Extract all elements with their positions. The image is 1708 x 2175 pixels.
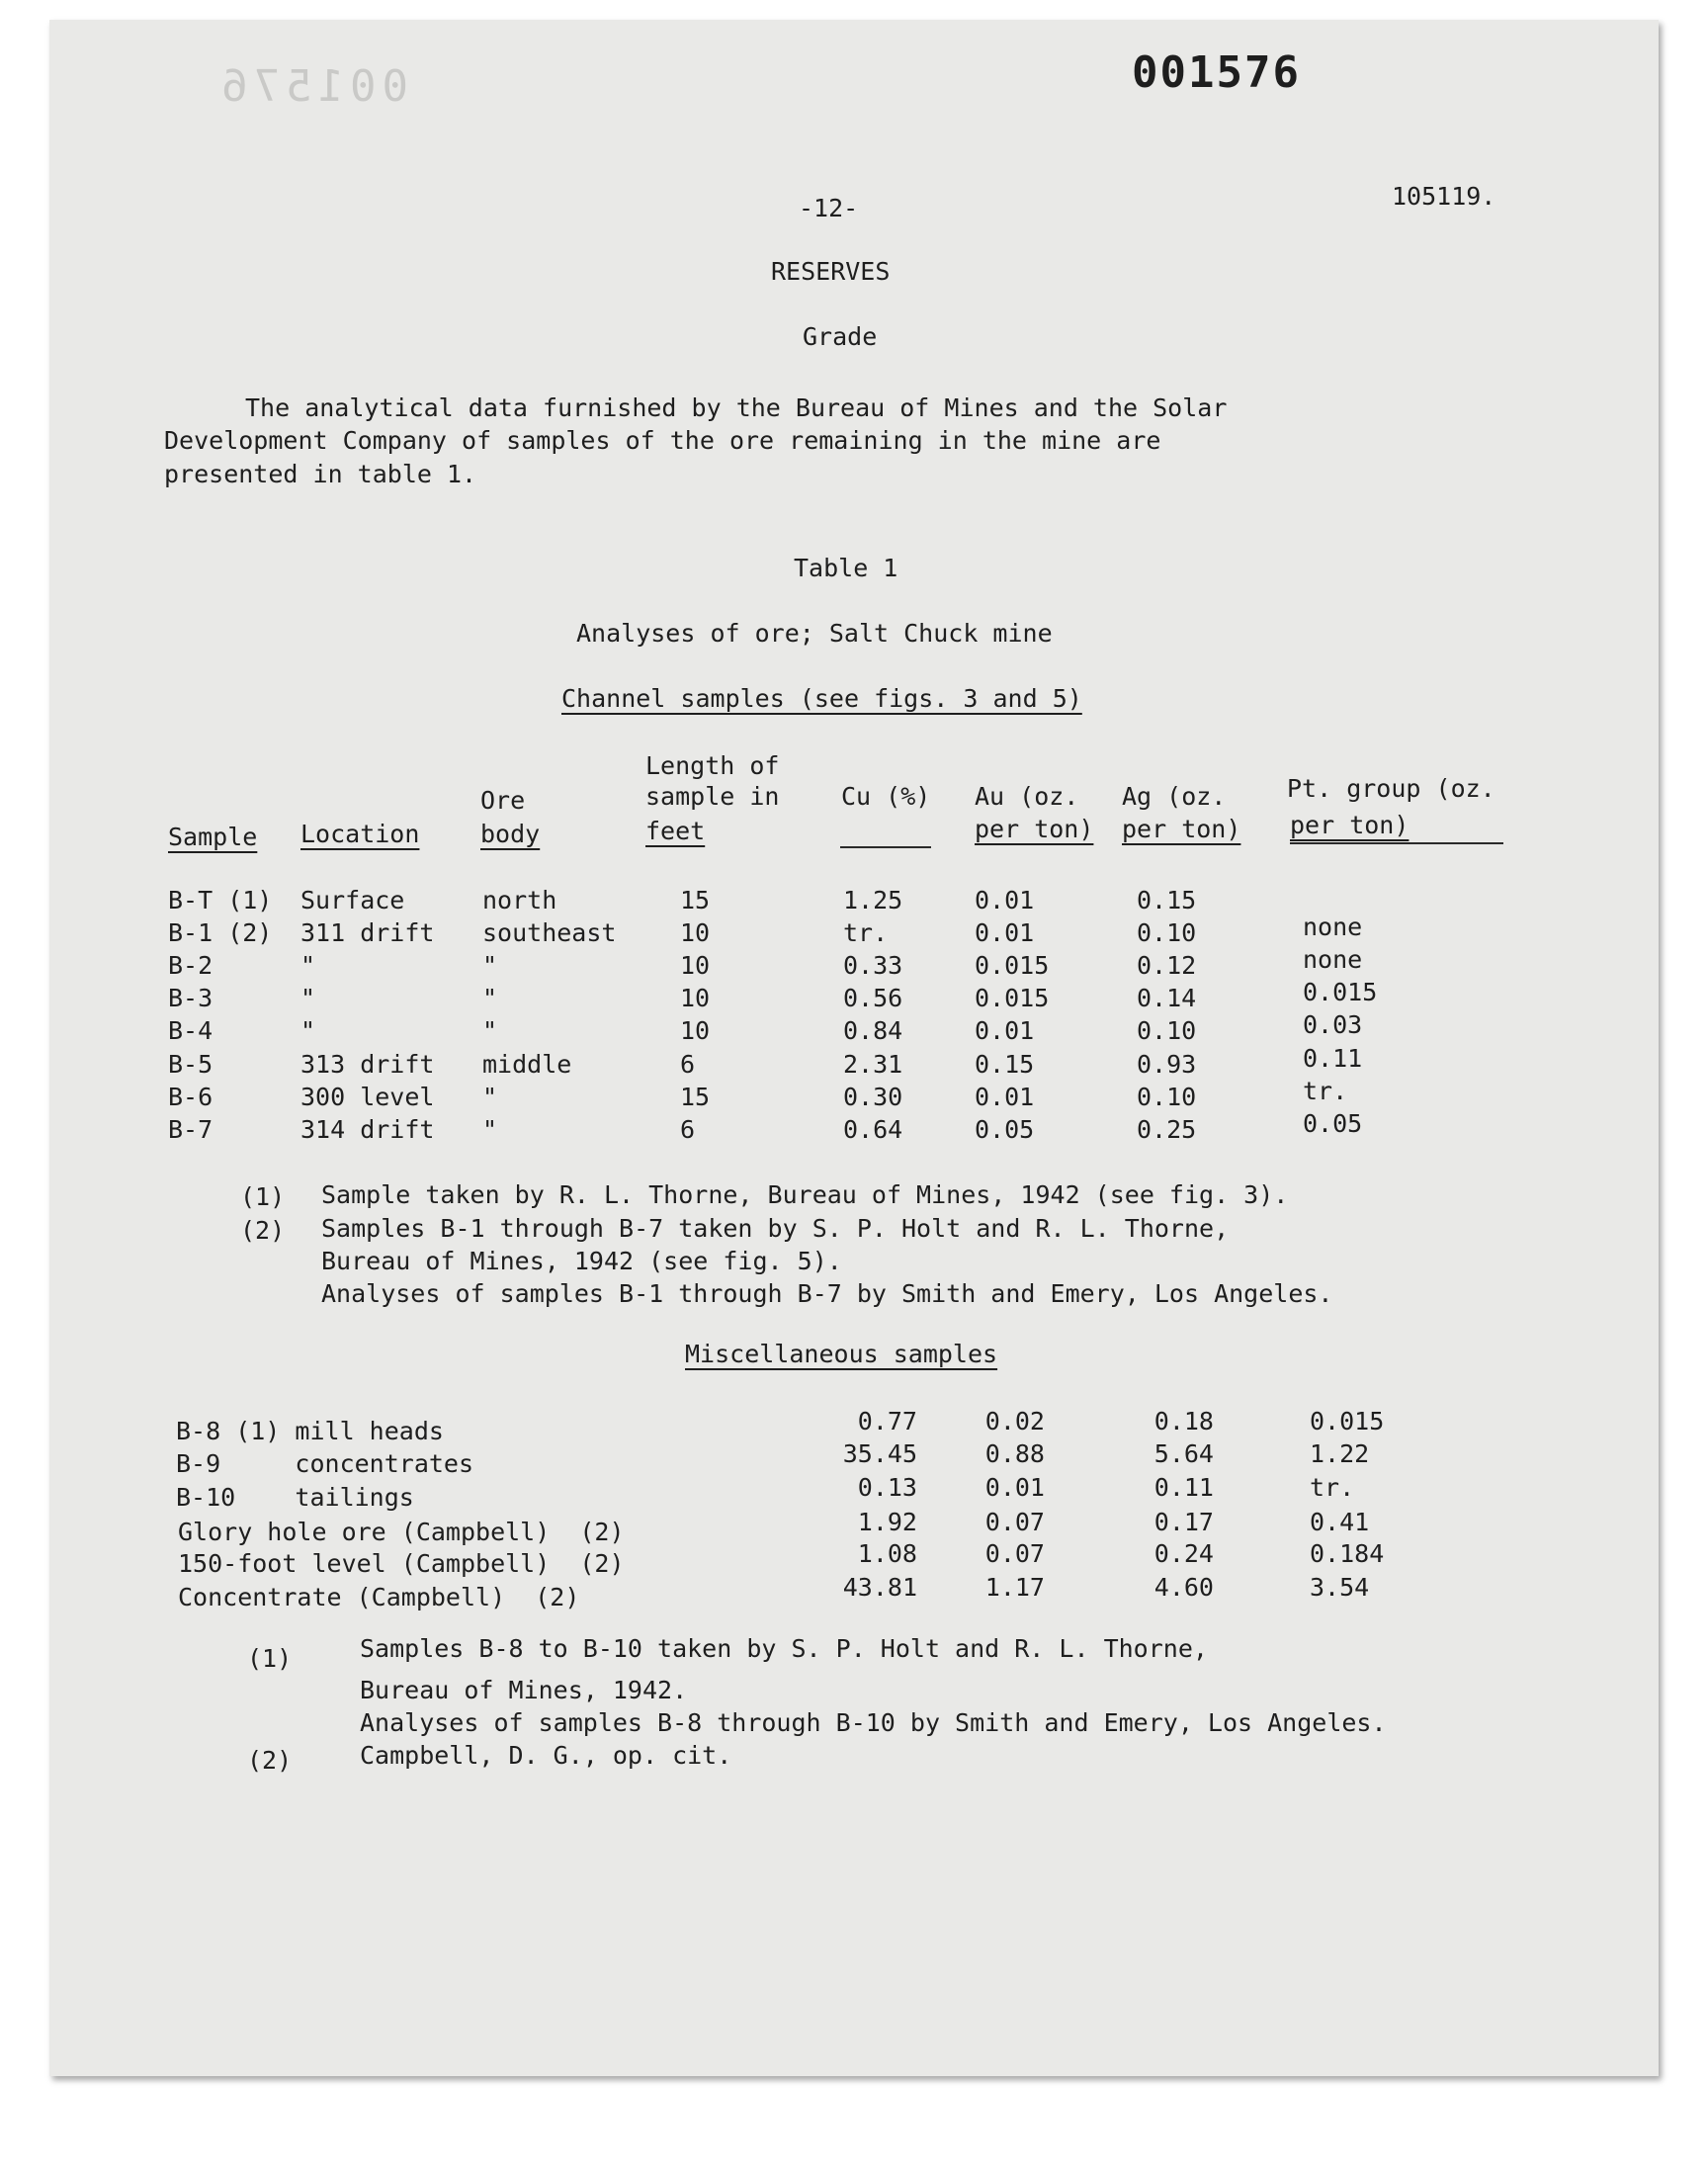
cu-cell: 43.81 (842, 1573, 917, 1602)
ag-cell: 0.93 (1137, 1050, 1197, 1079)
col-length-line1: Length of (645, 751, 780, 780)
ag-cell: 0.14 (1137, 984, 1197, 1012)
misc-note-2-text: Campbell, D. G., op. cit. (360, 1741, 732, 1770)
cu-cell: 1.08 (857, 1539, 917, 1568)
au-cell: 0.01 (975, 918, 1035, 947)
length-cell: 15 (680, 1083, 711, 1111)
pt-cell: 1.22 (1310, 1439, 1370, 1468)
au-cell: 0.01 (975, 886, 1035, 914)
location-cell: " (300, 951, 316, 980)
length-cell: 10 (680, 951, 711, 980)
pt-header-underline (1290, 842, 1503, 844)
length-cell: 15 (680, 886, 711, 914)
location-cell: 300 level (300, 1083, 435, 1111)
sample-cell: B-2 (168, 951, 214, 980)
pt-cell: tr. (1303, 1077, 1348, 1105)
ag-cell: 0.18 (1153, 1407, 1214, 1436)
length-cell: 6 (680, 1050, 696, 1079)
au-cell: 0.01 (984, 1473, 1045, 1502)
cu-cell: 35.45 (842, 1439, 917, 1468)
ag-cell: 0.15 (1137, 886, 1197, 914)
misc-label-cell: 150-foot level (Campbell) (2) (178, 1549, 625, 1578)
length-cell: 10 (680, 918, 711, 947)
misc-note-1-text-3: Analyses of samples B-8 through B-10 by Smith and Emery, Los Angeles. (360, 1708, 1387, 1737)
ore-body-cell: " (482, 1115, 498, 1144)
channel-note-2-marker: (2) (240, 1216, 286, 1245)
channel-note-2-text-2: Bureau of Mines, 1942 (see fig. 5). (321, 1247, 842, 1275)
ag-cell: 0.10 (1137, 1083, 1197, 1111)
location-cell: 313 drift (300, 1050, 435, 1079)
location-cell: " (300, 1016, 316, 1045)
sample-cell: B-6 (168, 1083, 214, 1111)
sample-cell: B-5 (168, 1050, 214, 1079)
col-au-line2: per ton) (975, 815, 1094, 843)
au-cell: 0.02 (984, 1407, 1045, 1436)
pt-cell: none (1303, 913, 1363, 941)
au-cell: 0.015 (975, 984, 1050, 1012)
channel-note-1-text: Sample taken by R. L. Thorne, Bureau of Mines, 1942 (see fig. 3). (321, 1180, 1289, 1209)
au-cell: 0.07 (984, 1508, 1045, 1536)
pt-cell: none (1303, 945, 1363, 974)
cu-cell: 1.92 (857, 1508, 917, 1536)
au-cell: 0.15 (975, 1050, 1035, 1079)
col-ag-line1: Ag (oz. (1122, 782, 1227, 811)
pt-cell: 0.41 (1310, 1508, 1370, 1536)
ag-cell: 0.11 (1153, 1473, 1214, 1502)
ag-cell: 0.10 (1137, 918, 1197, 947)
length-cell: 6 (680, 1115, 696, 1144)
col-au-line1: Au (oz. (975, 782, 1079, 811)
channel-note-2-text-3: Analyses of samples B-1 through B-7 by Smith and Emery, Los Angeles. (321, 1279, 1333, 1308)
ag-cell: 0.12 (1137, 951, 1197, 980)
ag-cell: 0.10 (1137, 1016, 1197, 1045)
au-cell: 0.05 (975, 1115, 1035, 1144)
cu-cell: 0.33 (843, 951, 903, 980)
cu-cell: 0.64 (843, 1115, 903, 1144)
cu-header-underline (840, 846, 931, 848)
ore-body-cell: north (482, 886, 557, 914)
location-cell: Surface (300, 886, 405, 914)
misc-samples-heading: Miscellaneous samples (685, 1340, 998, 1368)
col-ag-line2: per ton) (1122, 815, 1241, 843)
pt-cell: 0.11 (1303, 1044, 1363, 1073)
misc-label-cell: B-8 (1) mill heads (176, 1417, 444, 1445)
channel-note-2-text-1: Samples B-1 through B-7 taken by S. P. Holt and R. L. Thorne, (321, 1214, 1230, 1243)
cu-cell: 0.84 (843, 1016, 903, 1045)
intro-line-3: presented in table 1. (164, 460, 477, 488)
sample-cell: B-4 (168, 1016, 214, 1045)
cu-cell: 0.56 (843, 984, 903, 1012)
misc-note-1-text-1: Samples B-8 to B-10 taken by S. P. Holt and R. L. Thorne, (360, 1634, 1208, 1663)
table-subtitle: Analyses of ore; Salt Chuck mine (576, 619, 1053, 648)
channel-note-1-marker: (1) (240, 1182, 286, 1211)
cu-cell: 1.25 (843, 886, 903, 914)
sample-cell: B-1 (2) (168, 918, 273, 947)
misc-note-2-marker: (2) (247, 1746, 293, 1775)
col-length-line3: feet (645, 817, 706, 845)
sample-cell: B-3 (168, 984, 214, 1012)
stamp-number: 001576 (1132, 47, 1301, 98)
cu-cell: 0.30 (843, 1083, 903, 1111)
pt-cell: 0.015 (1303, 978, 1378, 1006)
location-cell: 314 drift (300, 1115, 435, 1144)
au-cell: 1.17 (984, 1573, 1045, 1602)
au-cell: 0.01 (975, 1016, 1035, 1045)
ore-body-cell: " (482, 1083, 498, 1111)
section-title: RESERVES (771, 257, 891, 286)
sample-cell: B-7 (168, 1115, 214, 1144)
ore-body-cell: " (482, 1016, 498, 1045)
length-cell: 10 (680, 1016, 711, 1045)
intro-line-2: Development Company of samples of the ore remaining in the mine are (164, 426, 1161, 455)
location-cell: 311 drift (300, 918, 435, 947)
col-sample: Sample (168, 823, 258, 851)
col-pt-line2: per ton) (1290, 811, 1409, 839)
length-cell: 10 (680, 984, 711, 1012)
channel-samples-heading: Channel samples (see figs. 3 and 5) (561, 684, 1082, 713)
col-ore-line1: Ore (480, 786, 526, 815)
bleed-through-number: 001576 (215, 61, 408, 112)
misc-note-1-marker: (1) (247, 1644, 293, 1673)
pt-cell: 3.54 (1310, 1573, 1370, 1602)
cu-cell: 2.31 (843, 1050, 903, 1079)
col-ore-line2: body (480, 820, 541, 848)
pt-cell: tr. (1310, 1473, 1355, 1502)
au-cell: 0.015 (975, 951, 1050, 980)
pt-cell: 0.05 (1303, 1109, 1363, 1138)
pt-cell: 0.015 (1310, 1407, 1385, 1436)
ag-cell: 0.17 (1153, 1508, 1214, 1536)
sample-cell: B-T (1) (168, 886, 273, 914)
ore-body-cell: " (482, 951, 498, 980)
ag-cell: 0.25 (1137, 1115, 1197, 1144)
cu-cell: 0.13 (857, 1473, 917, 1502)
document-number: 105119. (1392, 182, 1496, 211)
au-cell: 0.07 (984, 1539, 1045, 1568)
intro-line-1: The analytical data furnished by the Bureau of Mines and the Solar (245, 393, 1228, 422)
misc-note-1-text-2: Bureau of Mines, 1942. (360, 1676, 688, 1704)
ore-body-cell: middle (482, 1050, 572, 1079)
cu-cell: tr. (843, 918, 889, 947)
col-length-line2: sample in (645, 782, 780, 811)
misc-label-cell: Glory hole ore (Campbell) (2) (178, 1518, 625, 1546)
pt-cell: 0.184 (1310, 1539, 1385, 1568)
cu-cell: 0.77 (857, 1407, 917, 1436)
au-cell: 0.01 (975, 1083, 1035, 1111)
col-pt-line1: Pt. group (oz. (1287, 774, 1495, 803)
au-cell: 0.88 (984, 1439, 1045, 1468)
misc-label-cell: B-10 tailings (176, 1483, 414, 1512)
pt-cell: 0.03 (1303, 1010, 1363, 1039)
ag-cell: 0.24 (1153, 1539, 1214, 1568)
page-number: -12- (799, 194, 859, 222)
subsection-title: Grade (803, 322, 878, 351)
ag-cell: 4.60 (1153, 1573, 1214, 1602)
table-title: Table 1 (794, 554, 898, 582)
col-location: Location (300, 820, 420, 848)
misc-label-cell: B-9 concentrates (176, 1449, 474, 1478)
ore-body-cell: " (482, 984, 498, 1012)
misc-label-cell: Concentrate (Campbell) (2) (178, 1583, 580, 1611)
ore-body-cell: southeast (482, 918, 617, 947)
location-cell: " (300, 984, 316, 1012)
col-cu: Cu (%) (841, 782, 931, 811)
ag-cell: 5.64 (1153, 1439, 1214, 1468)
